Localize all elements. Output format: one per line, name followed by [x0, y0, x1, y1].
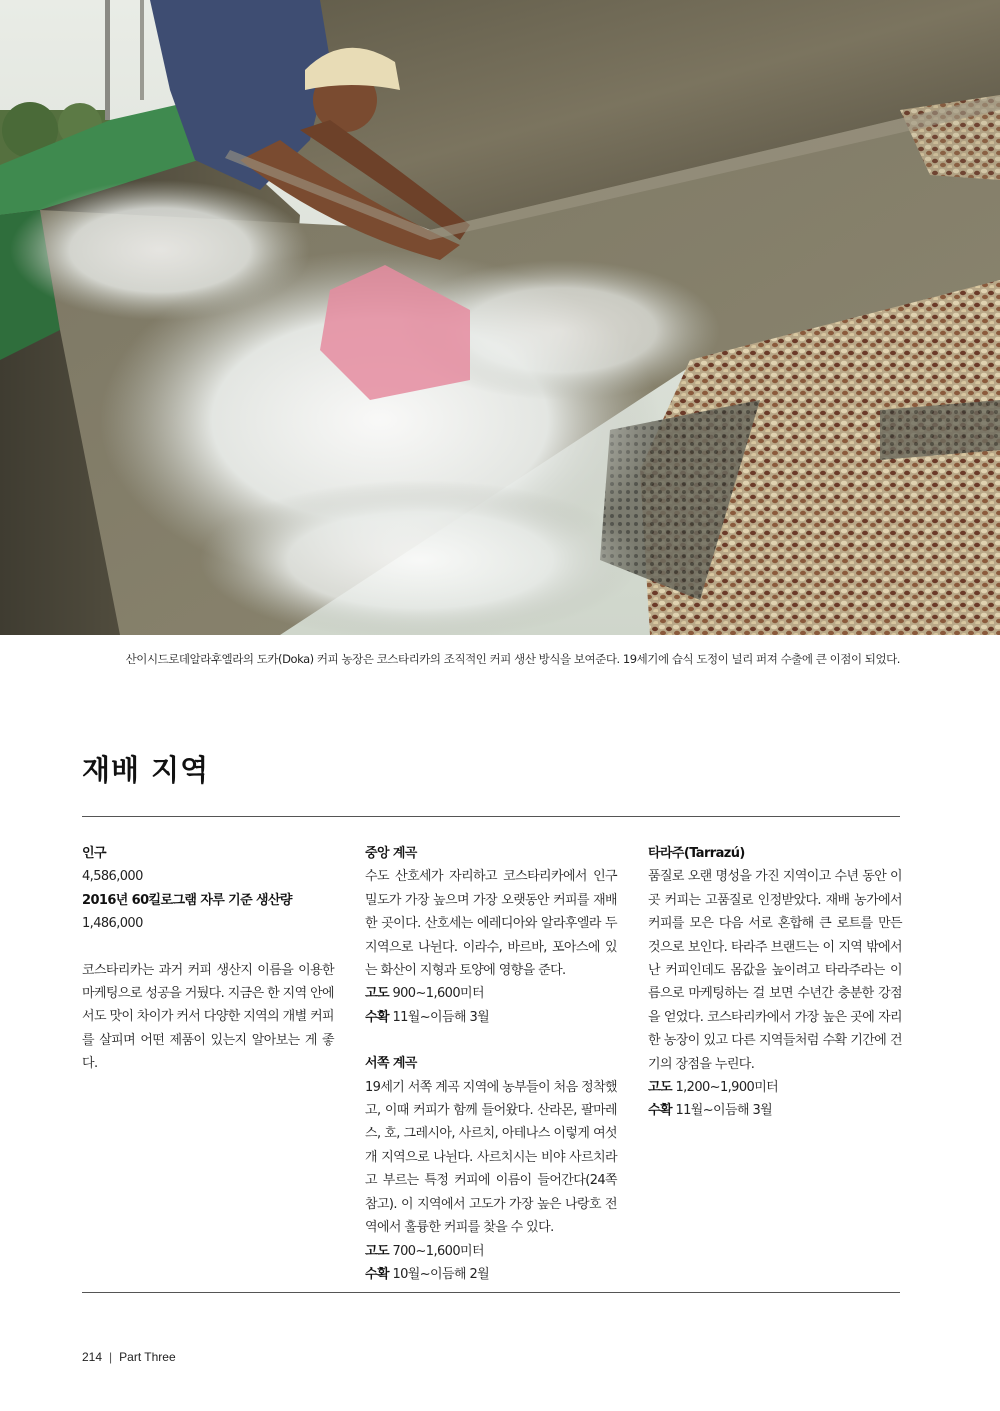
west-valley-heading: 서쪽 계곡: [365, 1056, 417, 1072]
stats-column: [82, 842, 334, 1076]
tarrazu-body: 품질로 오랜 명성을 가진 지역이고 수년 동안 이곳 커피는 고품질로 인정받았다. 재배 농가에서 커피를 모은 다음 서로 혼합해 큰 로트를 만든 것으로 보인다. 타라주 브랜드는 이 지역 밖에서 난 커피인데도 몸값을 높이려고 타라주라는 이름으로 마케팅하는 걸 보면 수년간 충분한 강점을 얻었다. 코스타리카에서 가장 높은 곳에 자리한 농장이 있고 다른 지역들처럼 수확 기간에 건기의 장점을 누린다.: [648, 869, 902, 1072]
harvest-label: 수확: [365, 1266, 389, 1282]
west-valley-harvest: [365, 1263, 617, 1286]
altitude-value: 1,200~1,900미터: [675, 1080, 779, 1096]
central-valley-altitude: [365, 982, 617, 1005]
production-value: 1,486,000: [82, 916, 143, 932]
spacer: [82, 936, 334, 959]
intro-paragraph: 코스타리카는 과거 커피 생산지 이름을 이용한 마케팅으로 성공을 거뒀다. 지금은 한 지역 안에서도 맛이 차이가 커서 다양한 지역의 개별 커피를 살피며 어떤 제품이 있는지 알아보는 게 좋다.: [82, 962, 334, 1072]
harvest-value: 10월~이듬해 2월: [392, 1266, 490, 1282]
altitude-value: 700~1,600미터: [392, 1243, 484, 1259]
harvest-label: 수확: [648, 1103, 672, 1119]
tarrazu-altitude: [648, 1076, 902, 1099]
central-valley-body: 수도 산호세가 자리하고 코스타리카에서 인구 밀도가 가장 높으며 가장 오랫동안 커피를 재배한 곳이다. 산호세는 에레디아와 알라후엘라 두 지역으로 나뉜다. 이라수, 바르바, 포아스에 있는 화산이 지형과 토양에 영향을 준다.: [365, 869, 617, 979]
west-valley-altitude: [365, 1240, 617, 1263]
altitude-value: 900~1,600미터: [392, 986, 484, 1002]
coffee-washing-photo: [0, 0, 1000, 635]
production-label: 2016년 60킬로그램 자루 기준 생산량: [82, 892, 292, 908]
harvest-value: 11월~이듬해 3월: [675, 1103, 773, 1119]
central-valley-heading: 중앙 계곡: [365, 846, 417, 861]
tarrazu-heading: 타라주(Tarrazú): [648, 846, 745, 861]
page-number: 214: [82, 1350, 103, 1364]
top-divider: [82, 816, 900, 817]
harvest-value: 11월~이듬해 3월: [392, 1009, 490, 1025]
altitude-label: 고도: [365, 1243, 389, 1259]
population-label: 인구: [82, 846, 106, 861]
spacer: [365, 1029, 617, 1052]
altitude-label: 고도: [365, 986, 389, 1002]
tarrazu-column: [648, 842, 902, 1123]
part-label: Part Three: [119, 1350, 176, 1364]
footer-separator: |: [109, 1350, 113, 1364]
tarrazu-harvest: [648, 1099, 902, 1122]
central-valley-harvest: [365, 1006, 617, 1029]
section-title: 재배 지역: [82, 753, 210, 787]
west-valley-body: 19세기 서쪽 계곡 지역에 농부들이 처음 정착했고, 이때 커피가 함께 들어왔다. 산라몬, 팔마레스, 호, 그레시아, 사르치, 아테나스 이렇게 여섯 개 지역으로 나뉜다. 사르치시는 비야 사르치라고 부르는 특정 커피에 이름이 들어간다(24쪽 참고). 이 지역에서 고도가 가장 높은 나랑호 전역에서 훌륭한 커피를 찾을 수 있다.: [365, 1079, 617, 1236]
altitude-label: 고도: [648, 1080, 672, 1096]
central-west-column: [365, 842, 617, 1286]
population-value: 4,586,000: [82, 869, 143, 885]
photo-caption: 산이시드로데알라후엘라의 도카(Doka) 커피 농장은 코스타리카의 조직적인 커피 생산 방식을 보여준다. 19세기에 습식 도정이 널리 퍼져 수출에 큰 이점이 되었다.: [125, 652, 900, 666]
bottom-divider: [82, 1292, 900, 1293]
harvest-label: 수확: [365, 1009, 389, 1025]
page-footer: [82, 1350, 176, 1364]
